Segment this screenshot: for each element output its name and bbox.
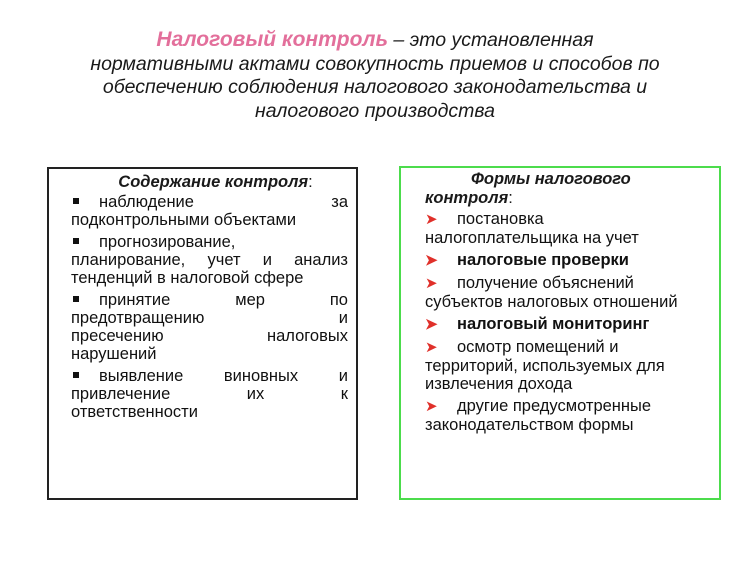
- list-item: [71, 233, 348, 287]
- heading-colon: :: [308, 173, 313, 191]
- word: анализ: [294, 251, 348, 269]
- item-line: тенденций в налоговой сфере: [71, 269, 304, 287]
- item-text: налоговые проверки: [457, 251, 629, 269]
- word: планирование,: [71, 251, 186, 269]
- item-text: получение объяснений: [457, 274, 634, 292]
- item-line: субъектов налоговых отношений: [425, 293, 678, 311]
- title-line-1: [60, 28, 690, 53]
- control-content-heading: [71, 173, 348, 192]
- list-item: [425, 338, 713, 393]
- title-term: Налоговый контроль: [156, 28, 388, 51]
- control-forms-heading: [425, 170, 713, 208]
- word: прогнозирование,: [99, 233, 236, 251]
- item-line: законодательством формы: [425, 416, 634, 434]
- title-line-2: нормативными актами совокупность приемов и способов по: [90, 52, 660, 75]
- item-line: нарушений: [71, 345, 157, 363]
- item-line: [71, 367, 348, 385]
- word: их: [246, 385, 265, 403]
- item-line: [425, 210, 713, 229]
- item-line: [71, 251, 348, 269]
- word: по: [329, 291, 348, 309]
- control-content-box: [47, 167, 358, 500]
- arrow-bullet-icon: ➤: [425, 275, 438, 292]
- word: учет: [207, 251, 241, 269]
- word: к: [340, 385, 348, 403]
- item-line: ответственности: [71, 403, 198, 421]
- item-text: другие предусмотренные: [457, 397, 652, 415]
- item-line: [71, 193, 348, 211]
- word: за: [331, 193, 348, 211]
- word: налоговых: [267, 327, 348, 345]
- item-line: [425, 338, 713, 357]
- word: виновных: [223, 367, 299, 385]
- item-text: постановка: [457, 210, 544, 228]
- title-line-3: обеспечению соблюдения налогового законодательства и: [102, 76, 648, 98]
- word: и: [262, 251, 272, 269]
- title-line-1-rest: – это установленная: [387, 29, 594, 51]
- arrow-bullet-icon: ➤: [425, 398, 438, 415]
- item-text: осмотр помещений и: [457, 338, 619, 356]
- square-bullet-icon: [71, 291, 99, 309]
- definition-title: [60, 28, 690, 123]
- word: выявление: [99, 367, 184, 385]
- square-bullet-icon: [71, 193, 99, 211]
- arrow-bullet-icon: ➤: [425, 316, 438, 333]
- word: привлечение: [71, 385, 171, 403]
- square-bullet-icon: [71, 233, 99, 251]
- item-line: подконтрольными объектами: [71, 211, 297, 229]
- item-line: [71, 327, 348, 345]
- title-line-4: налогового производства: [255, 99, 495, 122]
- item-line: налогоплательщика на учет: [425, 229, 639, 247]
- control-content-heading-text: Содержание контроля: [118, 173, 309, 191]
- item-text: налоговый мониторинг: [457, 315, 650, 333]
- item-line: [71, 309, 348, 327]
- item-line: [425, 251, 713, 270]
- list-item: [425, 397, 713, 434]
- item-line: территорий, используемых для: [425, 357, 665, 375]
- list-item: [425, 210, 713, 247]
- item-line: [425, 315, 713, 334]
- list-item: [425, 251, 713, 270]
- control-forms-box: [399, 166, 721, 500]
- item-line: [71, 233, 348, 251]
- heading-colon: :: [508, 189, 513, 207]
- item-line: [425, 397, 713, 416]
- arrow-bullet-icon: ➤: [425, 252, 438, 269]
- list-item: [71, 193, 348, 229]
- word: и: [338, 309, 348, 327]
- word: и: [338, 367, 348, 385]
- item-line: [71, 291, 348, 309]
- list-item: [425, 274, 713, 311]
- list-item: [71, 367, 348, 421]
- word: пресечению: [71, 327, 164, 345]
- item-line: извлечения дохода: [425, 375, 573, 393]
- arrow-bullet-icon: ➤: [425, 211, 438, 228]
- item-line: [71, 385, 348, 403]
- item-line: [425, 274, 713, 293]
- square-bullet-icon: [71, 367, 99, 385]
- word: мер: [235, 291, 265, 309]
- list-item: [425, 315, 713, 334]
- word: наблюдение: [99, 193, 194, 211]
- heading-line: Формы налогового: [471, 170, 631, 188]
- heading-line: контроля: [425, 189, 509, 207]
- word: принятие: [99, 291, 171, 309]
- word: предотвращению: [71, 309, 205, 327]
- list-item: [71, 291, 348, 363]
- arrow-bullet-icon: ➤: [425, 339, 438, 356]
